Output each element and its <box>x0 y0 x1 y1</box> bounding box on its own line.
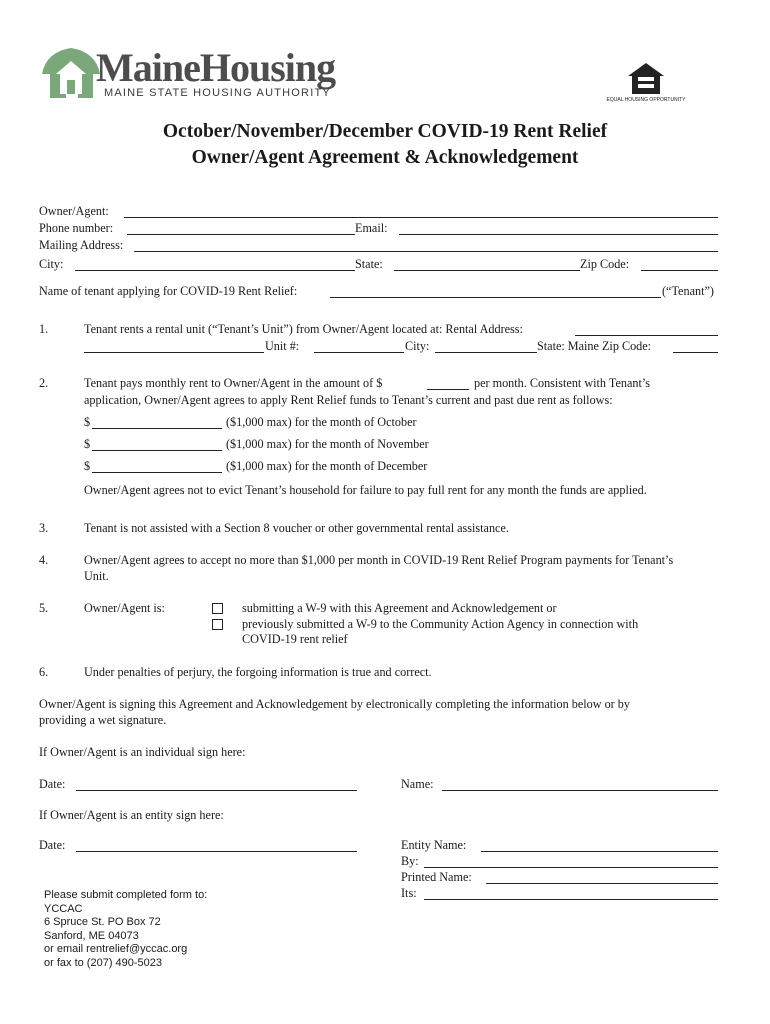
w9-previously-label: previously submitted a W-9 to the Community Action Agency in connection with <box>242 617 639 631</box>
page-title: October/November/December COVID-19 Rent Relief <box>162 121 608 142</box>
item-number-2: 2. <box>39 376 49 390</box>
item-number-5: 5. <box>39 601 49 615</box>
item-5-label: Owner/Agent is: <box>84 601 165 615</box>
entity-name-label: Entity Name: <box>401 838 467 852</box>
by-field[interactable] <box>424 867 718 868</box>
house-logo-icon <box>38 44 104 104</box>
state-field[interactable] <box>394 270 580 271</box>
w9-previously-label-2: COVID-19 rent relief <box>242 632 348 646</box>
entity-heading: If Owner/Agent is an entity sign here: <box>39 808 224 822</box>
submit-email: or email rentrelief@yccac.org <box>44 943 188 956</box>
item-4-text: Owner/Agent agrees to accept no more than $1,000 per month in COVID-19 Rent Relief Program payments for Tenant’s <box>84 553 674 567</box>
w9-submitting-checkbox[interactable] <box>212 603 223 614</box>
email-field[interactable] <box>399 234 718 235</box>
submit-line: YCCAC <box>44 902 83 915</box>
item-number-3: 3. <box>39 521 49 535</box>
submit-instructions <box>44 889 207 971</box>
unit-label: Unit #: <box>265 339 300 353</box>
submit-fax: or fax to (207) 490-5023 <box>44 956 163 969</box>
item-3-text: Tenant is not assisted with a Section 8 voucher or other governmental rental assistance. <box>84 521 509 535</box>
tenant-name-field[interactable] <box>330 297 661 298</box>
mailing-address-label: Mailing Address: <box>39 238 124 252</box>
item-2-text-a: Tenant pays monthly rent to Owner/Agent in the amount of $ <box>84 376 383 390</box>
owner-agent-label: Owner/Agent: <box>39 204 109 218</box>
december-amount-field[interactable] <box>92 472 222 473</box>
logo-wordmark: MaineHousing <box>96 45 336 90</box>
entity-date-label: Date: <box>39 838 66 852</box>
page-subtitle: Owner/Agent Agreement & Acknowledgement <box>191 147 579 168</box>
item-number-6: 6. <box>39 665 49 679</box>
entity-date-field[interactable] <box>76 851 357 852</box>
individual-date-field[interactable] <box>76 790 357 791</box>
rental-address-field[interactable] <box>575 335 718 336</box>
zip-field[interactable] <box>641 270 718 271</box>
individual-name-field[interactable] <box>442 790 718 791</box>
by-label: By: <box>401 854 419 868</box>
signing-intro: Owner/Agent is signing this Agreement and Acknowledgement by electronically completing the information below or by <box>39 697 630 711</box>
phone-label: Phone number: <box>39 221 114 235</box>
november-label: ($1,000 max) for the month of November <box>226 437 429 451</box>
owner-agent-field[interactable] <box>124 217 718 218</box>
state-label: State: <box>355 257 383 271</box>
eho-caption: EQUAL HOUSING OPPORTUNITY <box>606 97 686 103</box>
individual-date-label: Date: <box>39 777 66 791</box>
w9-previously-checkbox[interactable] <box>212 619 223 630</box>
december-dollar: $ <box>84 459 91 473</box>
logo-subtitle: MAINE STATE HOUSING AUTHORITY <box>104 87 331 99</box>
item-1-zip-field[interactable] <box>673 352 718 353</box>
mailing-address-field[interactable] <box>134 251 718 252</box>
phone-field[interactable] <box>127 234 355 235</box>
unit-field[interactable] <box>314 352 404 353</box>
equal-housing-opportunity-icon <box>606 60 686 104</box>
individual-name-label: Name: <box>401 777 434 791</box>
submit-line: Please submit completed form to: <box>44 889 208 901</box>
its-label: Its: <box>401 886 417 900</box>
november-dollar: $ <box>84 437 91 451</box>
item-1-city-field[interactable] <box>435 352 537 353</box>
item-6-text: Under penalties of perjury, the forgoing information is true and correct. <box>84 665 432 679</box>
city-field[interactable] <box>75 270 355 271</box>
tenant-name-label: Name of tenant applying for COVID-19 Rent Relief: <box>39 284 298 298</box>
w9-submitting-label: submitting a W-9 with this Agreement and Acknowledgement or <box>242 601 557 615</box>
october-amount-field[interactable] <box>92 428 222 429</box>
tenant-suffix: (“Tenant”) <box>662 284 714 298</box>
item-1-state-zip-label: State: Maine Zip Code: <box>537 339 652 353</box>
item-number-4: 4. <box>39 553 49 567</box>
december-label: ($1,000 max) for the month of December <box>226 459 428 473</box>
rental-address-field-2[interactable] <box>84 352 264 353</box>
entity-name-field[interactable] <box>481 851 718 852</box>
submit-line: Sanford, ME 04073 <box>44 929 139 942</box>
signing-intro-2: providing a wet signature. <box>39 713 167 727</box>
submit-line: 6 Spruce St. PO Box 72 <box>44 916 161 929</box>
city-label: City: <box>39 257 64 271</box>
item-2-text-b: per month. Consistent with Tenant’s <box>474 376 650 390</box>
item-1-text: Tenant rents a rental unit (“Tenant’s Unit”) from Owner/Agent located at: Rental Address: <box>84 322 523 336</box>
item-4-text-2: Unit. <box>84 569 109 583</box>
october-label: ($1,000 max) for the month of October <box>226 415 417 429</box>
item-2-text-c: application, Owner/Agent agrees to apply Rent Relief funds to Tenant’s current and past due rent as follows: <box>84 393 613 407</box>
zip-label: Zip Code: <box>580 257 630 271</box>
email-label: Email: <box>355 221 388 235</box>
item-1-city-label: City: <box>405 339 430 353</box>
monthly-rent-field[interactable] <box>427 389 469 390</box>
november-amount-field[interactable] <box>92 450 222 451</box>
item-number-1: 1. <box>39 322 49 336</box>
printed-name-label: Printed Name: <box>401 870 472 884</box>
item-2-evict-text: Owner/Agent agrees not to evict Tenant’s household for failure to pay full rent for any month the funds are applied. <box>84 483 647 497</box>
october-dollar: $ <box>84 415 91 429</box>
printed-name-field[interactable] <box>486 883 718 884</box>
its-field[interactable] <box>424 899 718 900</box>
individual-heading: If Owner/Agent is an individual sign here: <box>39 745 246 759</box>
